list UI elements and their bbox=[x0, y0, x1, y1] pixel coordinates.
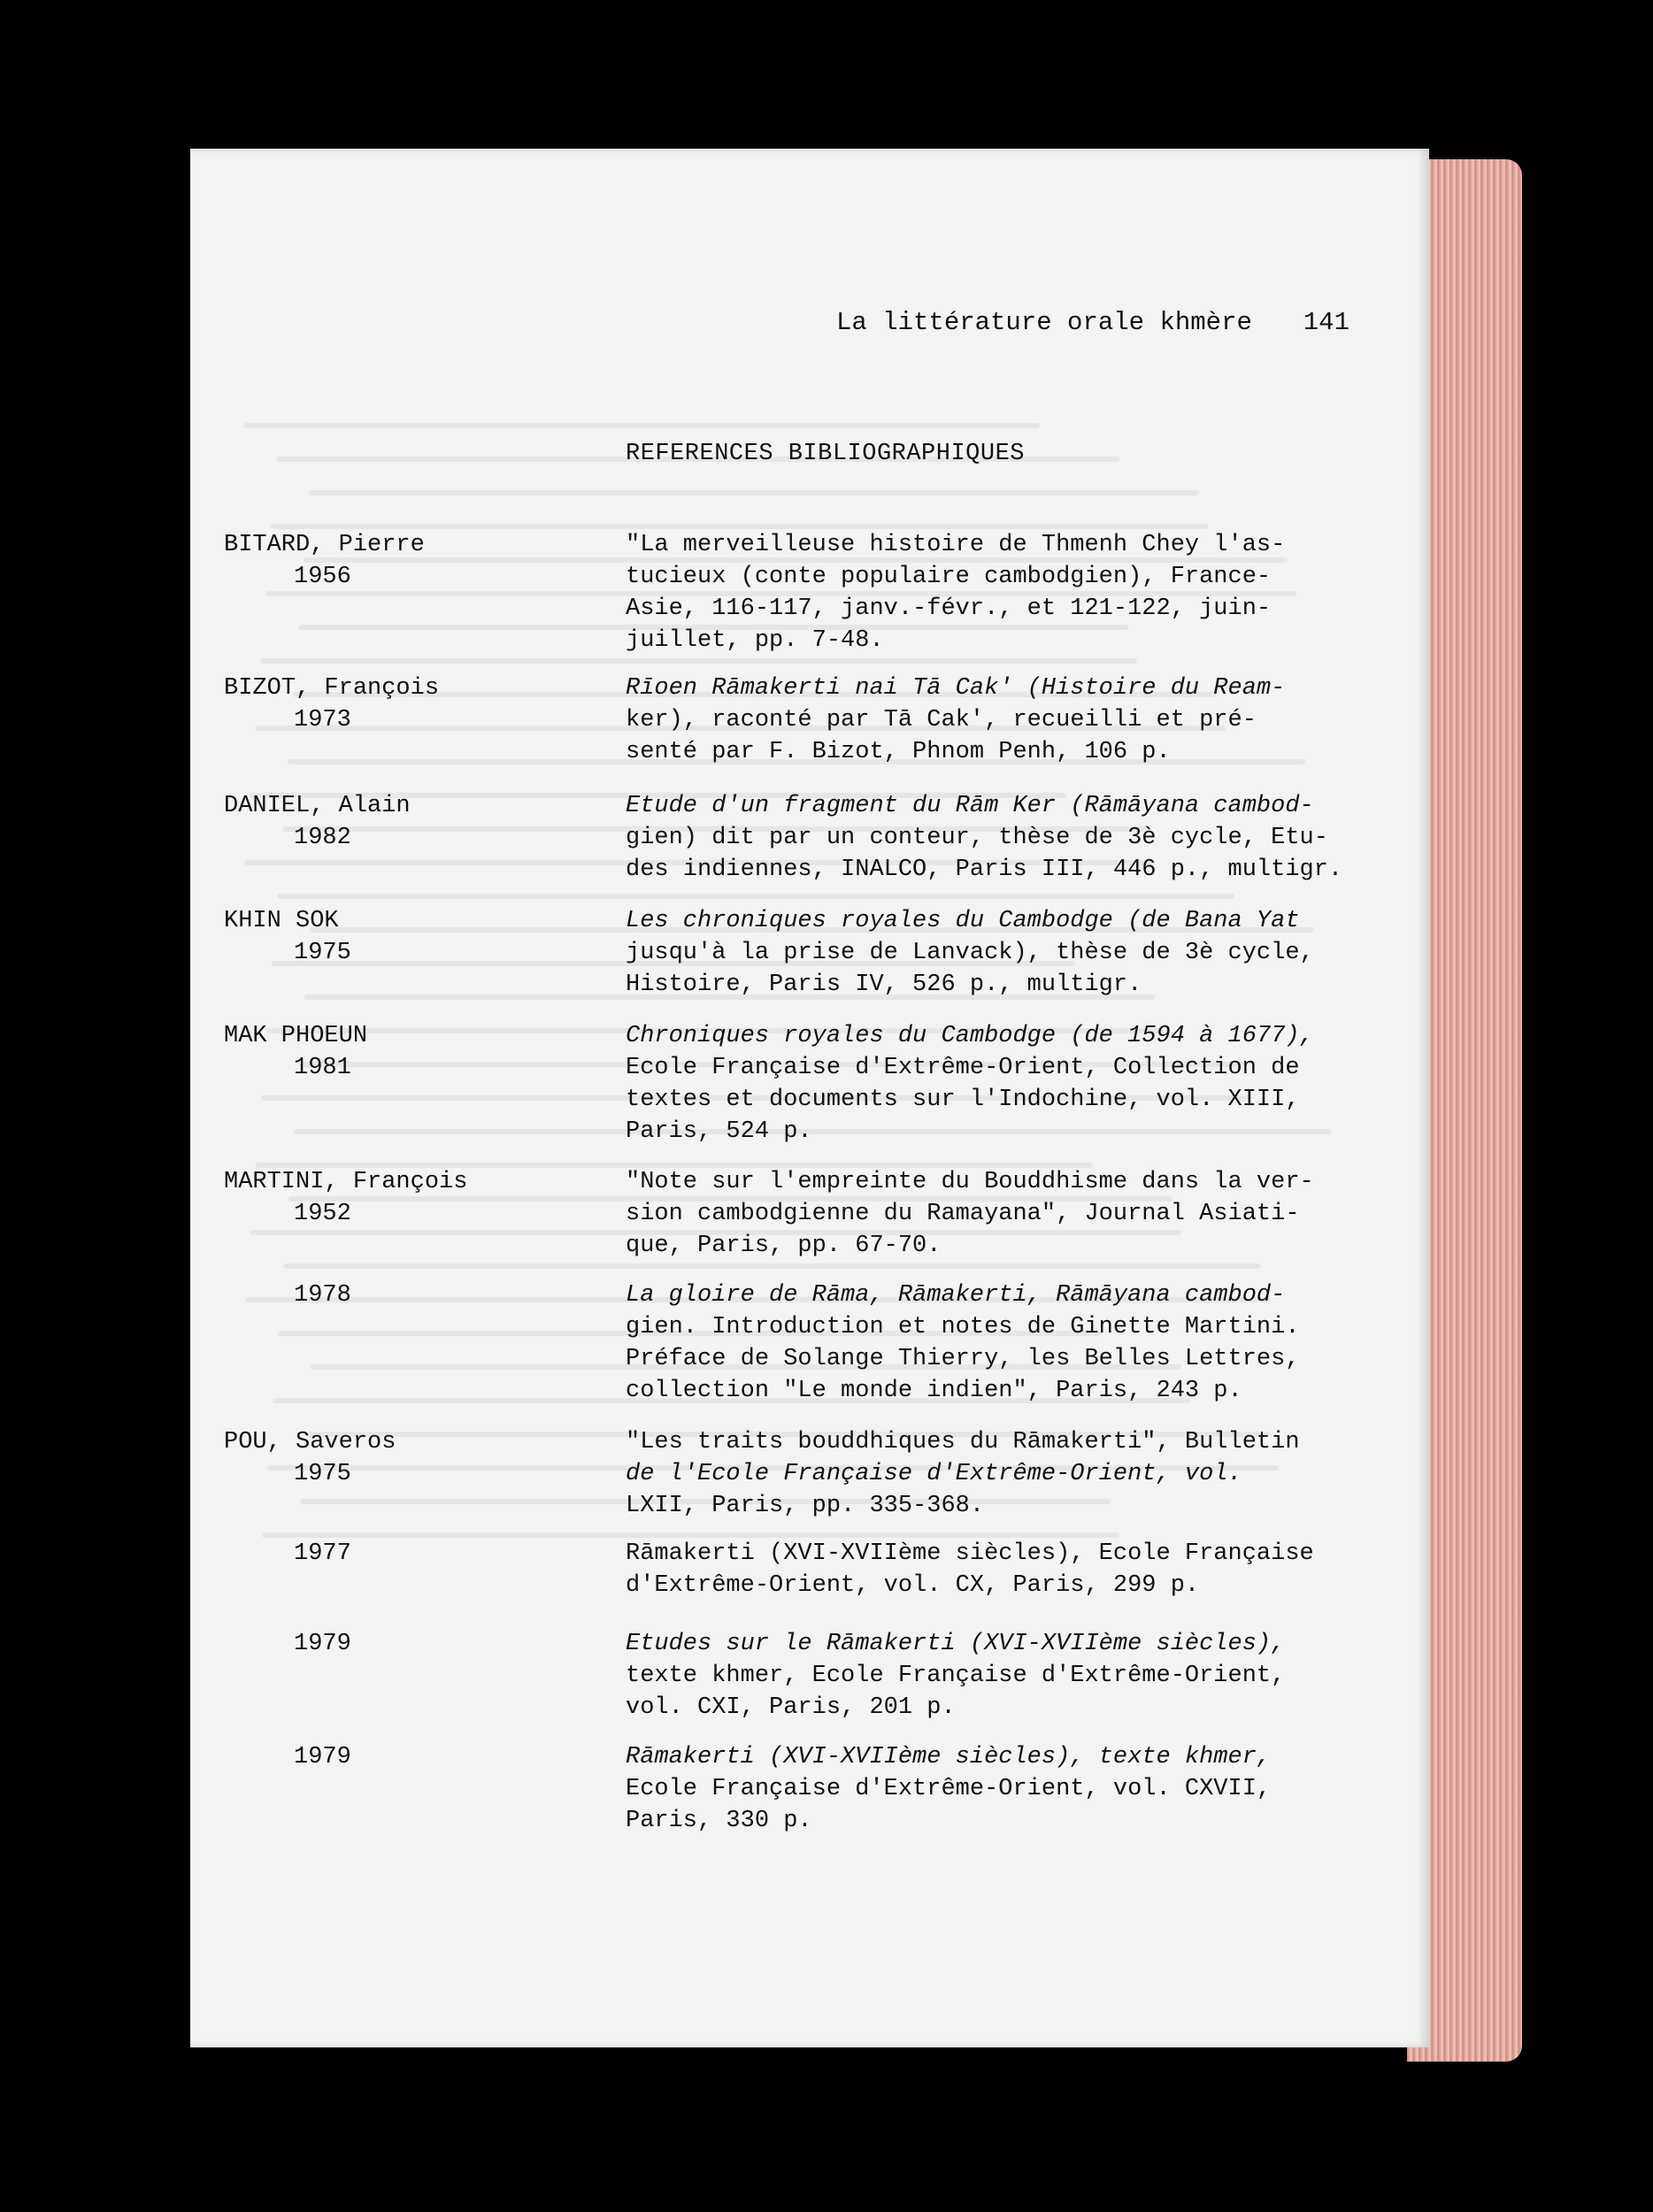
reference-line: ker), raconté par Tā Cak', recueilli et pré- bbox=[626, 707, 1257, 733]
reference-line: texte khmer, Ecole Française d'Extrême-Orient, bbox=[626, 1663, 1286, 1689]
reference-line: jusqu'à la prise de Lanvack), thèse de 3è cycle, bbox=[626, 940, 1314, 966]
reference-line: Rāmakerti (XVI-XVIIème siècles), Ecole Française bbox=[626, 1540, 1314, 1567]
show-through-line bbox=[283, 1263, 1261, 1269]
entry-author: MAK PHOEUN bbox=[224, 1023, 368, 1049]
reference-line: de l'Ecole Française d'Extrême-Orient, vol. bbox=[626, 1461, 1242, 1487]
entry-year: 1977 bbox=[294, 1540, 351, 1567]
running-title: La littérature orale khmère bbox=[836, 308, 1252, 337]
entry-reference bbox=[626, 1741, 1325, 1837]
entry-reference bbox=[626, 1020, 1325, 1148]
entry-reference bbox=[626, 672, 1325, 768]
reference-line: Chroniques royales du Cambodge (de 1594 à 1677), bbox=[626, 1023, 1314, 1049]
reference-line: vol. CXI, Paris, 201 p. bbox=[626, 1694, 956, 1721]
entry-year: 1956 bbox=[294, 564, 351, 590]
entry-year: 1952 bbox=[294, 1201, 351, 1227]
reference-line: sion cambodgienne du Ramayana", Journal Asiati- bbox=[626, 1201, 1300, 1227]
show-through-line bbox=[277, 894, 1234, 899]
reference-line: Ecole Française d'Extrême-Orient, Collection de bbox=[626, 1055, 1300, 1081]
reference-line: Ecole Française d'Extrême-Orient, vol. CXVII, bbox=[626, 1776, 1272, 1802]
entry-reference bbox=[626, 529, 1325, 657]
reference-line: Préface de Solange Thierry, les Belles Lettres, bbox=[626, 1346, 1300, 1372]
reference-line: gien) dit par un conteur, thèse de 3è cycle, Etu- bbox=[626, 825, 1328, 851]
entry-year: 1982 bbox=[294, 825, 351, 851]
reference-line: Paris, 330 p. bbox=[626, 1808, 812, 1834]
reference-line: Etude d'un fragment du Rām Ker (Rāmāyana cambod- bbox=[626, 793, 1314, 819]
entry-reference bbox=[626, 790, 1343, 886]
reference-line: "Note sur l'empreinte du Bouddhisme dans la ver- bbox=[626, 1169, 1314, 1195]
reference-line: Paris, 524 p. bbox=[626, 1118, 812, 1145]
reference-line: "La merveilleuse histoire de Thmenh Chey l'as- bbox=[626, 532, 1286, 558]
entry-reference bbox=[626, 905, 1325, 1001]
reference-line: d'Extrême-Orient, vol. CX, Paris, 299 p. bbox=[626, 1572, 1200, 1599]
reference-line: Rāmakerti (XVI-XVIIème siècles), texte khmer, bbox=[626, 1744, 1272, 1770]
reference-line: Asie, 116-117, janv.-févr., et 121-122, juin- bbox=[626, 595, 1272, 622]
reference-line: Histoire, Paris IV, 526 p., multigr. bbox=[626, 972, 1142, 998]
entry-author: BITARD, Pierre bbox=[224, 532, 425, 558]
reference-line: des indiennes, INALCO, Paris III, 446 p., multigr. bbox=[626, 856, 1343, 883]
entry-reference bbox=[626, 1538, 1325, 1601]
entry-author: POU, Saveros bbox=[224, 1429, 396, 1455]
reference-line: collection "Le monde indien", Paris, 243 p. bbox=[626, 1378, 1242, 1404]
reference-line: LXII, Paris, pp. 335-368. bbox=[626, 1493, 985, 1519]
reference-line: juillet, pp. 7-48. bbox=[626, 627, 884, 654]
show-through-line bbox=[309, 490, 1199, 495]
book-page bbox=[190, 149, 1429, 2047]
reference-line: "Les traits bouddhiques du Rāmakerti", Bulletin bbox=[626, 1429, 1300, 1455]
entry-year: 1979 bbox=[294, 1744, 351, 1770]
reference-line: gien. Introduction et notes de Ginette Martini. bbox=[626, 1314, 1300, 1340]
show-through-line bbox=[260, 658, 1137, 664]
entry-reference bbox=[626, 1426, 1325, 1522]
entry-year: 1973 bbox=[294, 707, 351, 733]
reference-line: La gloire de Rāma, Rāmakerti, Rāmāyana cambod- bbox=[626, 1282, 1286, 1309]
entry-reference bbox=[626, 1628, 1325, 1724]
page-number: 141 bbox=[1303, 308, 1349, 337]
entry-author: BIZOT, François bbox=[224, 675, 440, 702]
reference-line: que, Paris, pp. 67-70. bbox=[626, 1233, 942, 1259]
reference-line: Etudes sur le Rāmakerti (XVI-XVIIème siècles), bbox=[626, 1631, 1286, 1657]
reference-line: senté par F. Bizot, Phnom Penh, 106 p. bbox=[626, 739, 1171, 765]
reference-line: textes et documents sur l'Indochine, vol. XIII, bbox=[626, 1087, 1300, 1113]
entry-reference bbox=[626, 1279, 1325, 1407]
entry-reference bbox=[626, 1166, 1325, 1262]
reference-line: Rīoen Rāmakerti nai Tā Cak' (Histoire du Ream- bbox=[626, 675, 1286, 702]
reference-line: tucieux (conte populaire cambodgien), France- bbox=[626, 564, 1272, 590]
entry-author: MARTINI, François bbox=[224, 1169, 468, 1195]
section-title: REFERENCES BIBLIOGRAPHIQUES bbox=[626, 441, 1025, 467]
entry-author: DANIEL, Alain bbox=[224, 793, 411, 819]
show-through-line bbox=[243, 423, 1040, 428]
entry-year: 1979 bbox=[294, 1631, 351, 1657]
entry-year: 1975 bbox=[294, 1461, 351, 1487]
entry-year: 1975 bbox=[294, 940, 351, 966]
entry-year: 1978 bbox=[294, 1282, 351, 1309]
reference-line: Les chroniques royales du Cambodge (de Bana Yat bbox=[626, 908, 1300, 934]
entry-author: KHIN SOK bbox=[224, 908, 339, 934]
entry-year: 1981 bbox=[294, 1055, 351, 1081]
